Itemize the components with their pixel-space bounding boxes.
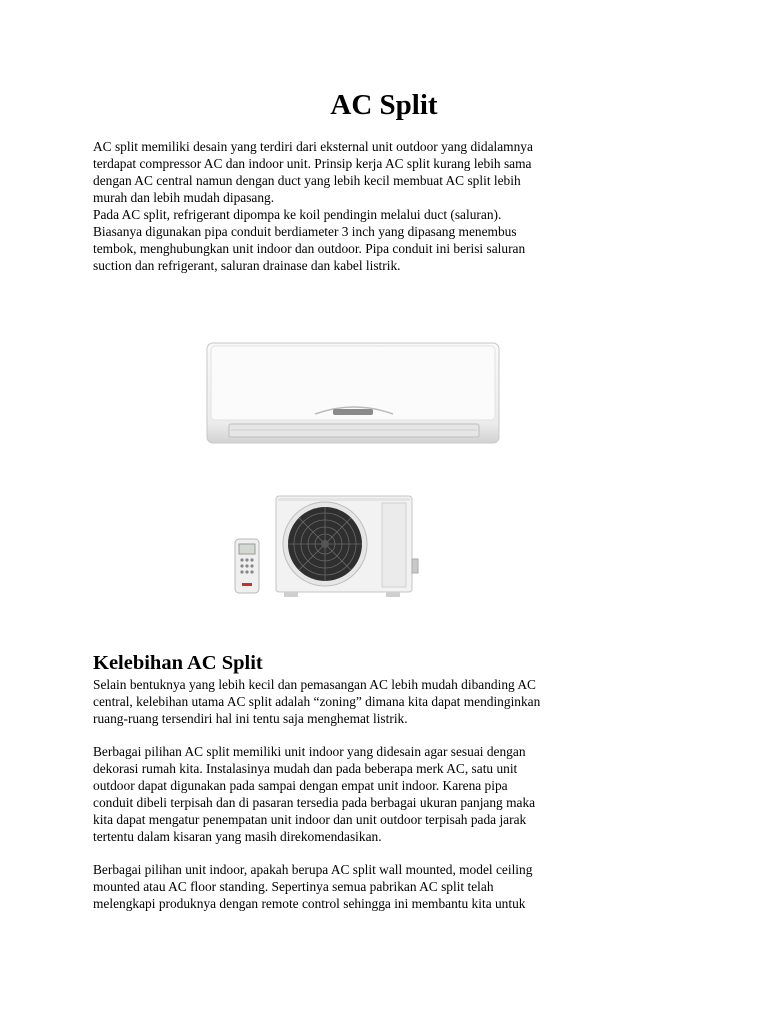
section-heading: Kelebihan AC Split xyxy=(93,652,263,674)
text-line: kita dapat mengatur penempatan unit indoor dan unit outdoor terpisah pada jarak xyxy=(93,812,527,827)
text-line: terdapat compressor AC dan indoor unit. Prinsip kerja AC split kurang lebih sama xyxy=(93,156,532,171)
text-line: conduit dibeli terpisah dan di pasaran tersedia pada berbagai ukuran panjang maka xyxy=(93,795,536,810)
paragraph-1 xyxy=(93,676,683,727)
text-line: AC split memiliki desain yang terdiri dari eksternal unit outdoor yang didalamnya xyxy=(93,139,533,154)
text-line: dekorasi rumah kita. Instalasinya mudah dan pada beberapa merk AC, satu unit xyxy=(93,761,518,776)
text-line: Berbagai pilihan unit indoor, apakah berupa AC split wall mounted, model ceiling xyxy=(93,862,533,877)
text-line: Biasanya digunakan pipa conduit berdiameter 3 inch yang dipasang menembus xyxy=(93,224,517,239)
text-line: Selain bentuknya yang lebih kecil dan pemasangan AC lebih mudah dibanding AC xyxy=(93,677,536,692)
indoor-unit-image xyxy=(205,340,503,446)
outdoor-unit-image xyxy=(272,493,422,599)
paragraph-3 xyxy=(93,861,683,912)
text-line: murah dan lebih mudah dipasang. xyxy=(93,190,275,205)
text-line: tertentu dalam kisaran yang masih direkomendasikan. xyxy=(93,829,382,844)
text-line: mounted atau AC floor standing. Sepertinya semua pabrikan AC split telah xyxy=(93,879,494,894)
text-line: tembok, menghubungkan unit indoor dan outdoor. Pipa conduit ini berisi saluran xyxy=(93,241,526,256)
page-title: AC Split xyxy=(330,89,438,121)
text-line: Pada AC split, refrigerant dipompa ke koil pendingin melalui duct (saluran). xyxy=(93,207,502,222)
text-line: suction dan refrigerant, saluran drainase dan kabel listrik. xyxy=(93,258,401,273)
text-line: outdoor dapat digunakan pada sampai dengan empat unit indoor. Karena pipa xyxy=(93,778,508,793)
text-line: Berbagai pilihan AC split memiliki unit indoor yang didesain agar sesuai dengan xyxy=(93,744,526,759)
text-line: ruang-ruang tersendiri hal ini tentu saja menghemat listrik. xyxy=(93,711,408,726)
text-line: central, kelebihan utama AC split adalah “zoning” dimana kita dapat mendinginkan xyxy=(93,694,541,709)
text-line: melengkapi produknya dengan remote control sehingga ini membantu kita untuk xyxy=(93,896,526,911)
paragraph-2 xyxy=(93,743,683,845)
intro-paragraph xyxy=(93,138,683,274)
remote-control-image xyxy=(234,538,260,594)
text-line: dengan AC central namun dengan duct yang lebih kecil membuat AC split lebih xyxy=(93,173,521,188)
